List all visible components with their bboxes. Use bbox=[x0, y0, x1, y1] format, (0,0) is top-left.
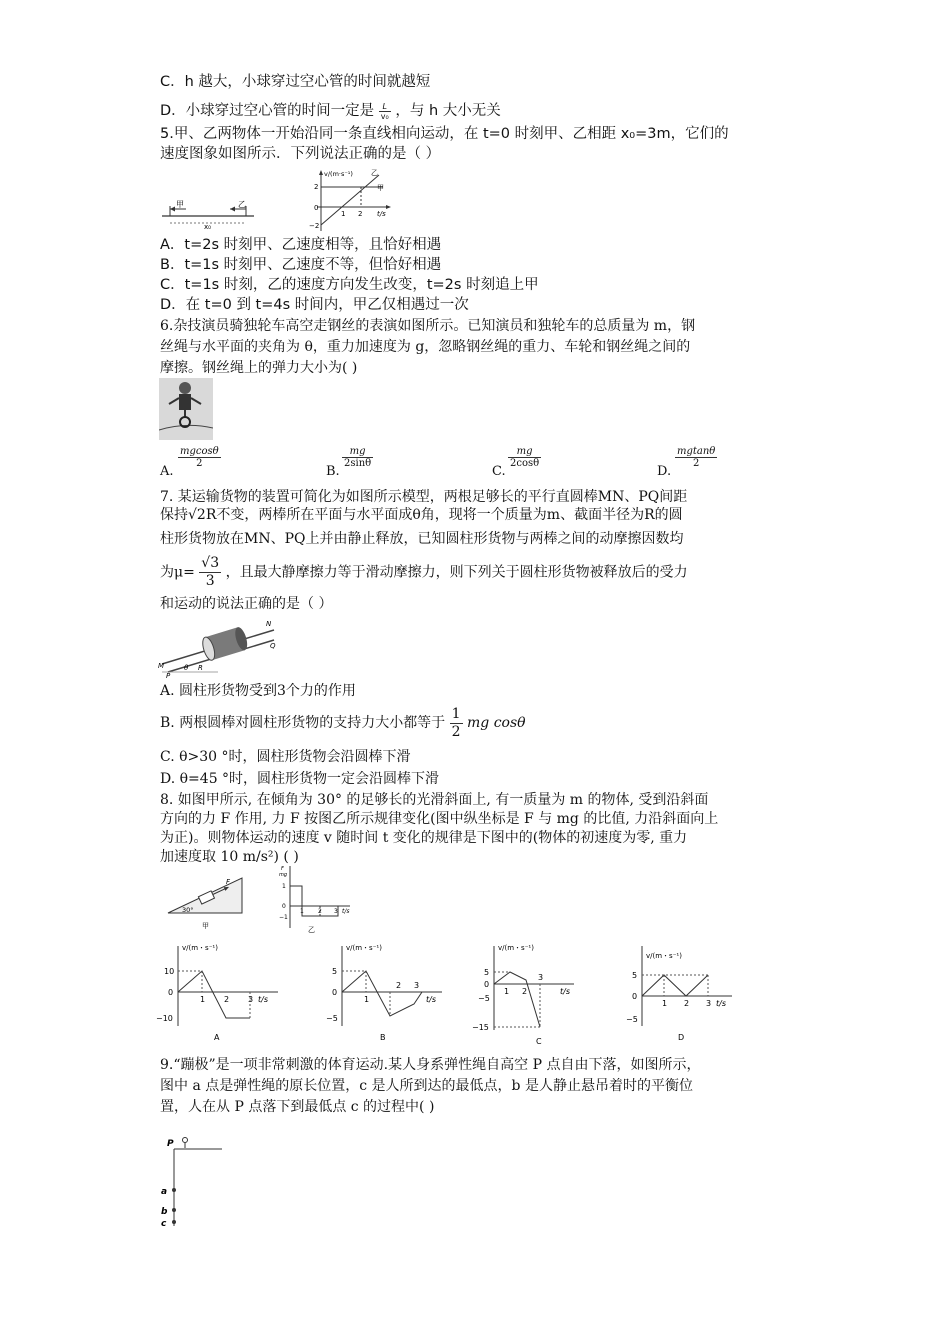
option-fraction bbox=[508, 446, 541, 469]
graph-label: D bbox=[678, 1033, 685, 1042]
y-tick-neg2: −2 bbox=[309, 222, 320, 230]
fraction-denominator: 2sinθ bbox=[344, 458, 372, 469]
label-q: Q bbox=[270, 642, 276, 650]
y-tick: −10 bbox=[156, 1014, 173, 1023]
jia-line-label: 甲 bbox=[377, 184, 384, 192]
point-c-label: c bbox=[161, 1219, 167, 1229]
y-tick-0: 0 bbox=[282, 903, 286, 910]
y-tick: 5 bbox=[332, 967, 338, 976]
y-axis-label: v/(m・s⁻¹) bbox=[182, 944, 218, 952]
y-tick-1: 1 bbox=[282, 883, 286, 890]
option-letter: C. bbox=[492, 464, 506, 479]
figure-yi-label: 乙 bbox=[308, 926, 315, 934]
q9-stem-line3: 置，人在从 P 点落下到最低点 c 的过程中( ) bbox=[160, 1099, 435, 1115]
graph-label: A bbox=[214, 1033, 220, 1042]
y-axis-label: v/(m・s⁻¹) bbox=[346, 944, 382, 952]
q5-option-b: B．t=1s 时刻甲、乙速度不等，但恰好相遇 bbox=[160, 257, 442, 273]
fraction-numerator: mg bbox=[342, 446, 373, 458]
x-axis-label: t/s bbox=[342, 908, 350, 915]
y-tick: 0 bbox=[332, 988, 338, 997]
x-tick: 2 bbox=[396, 981, 402, 990]
y-tick: 5 bbox=[484, 968, 490, 977]
q7-option-b bbox=[160, 703, 526, 743]
x-axis-label: t/s bbox=[377, 210, 386, 218]
l-over-v0-fraction bbox=[379, 102, 391, 121]
option-letter: A. bbox=[160, 464, 174, 479]
velocity-line bbox=[342, 971, 422, 1016]
angle-label: 30° bbox=[182, 906, 194, 914]
option-d-q4 bbox=[160, 101, 501, 121]
q5-stem-line2: 速度图象如图所示．下列说法正确的是（ ） bbox=[160, 146, 441, 162]
option-fraction bbox=[342, 446, 373, 469]
fraction-denominator: 2cosθ bbox=[510, 458, 540, 469]
x-tick: 3 bbox=[706, 999, 712, 1008]
option-fraction bbox=[675, 446, 717, 469]
q5-vt-graph bbox=[305, 167, 395, 235]
x-tick: 3 bbox=[538, 973, 544, 982]
yi-arrow-head bbox=[230, 207, 235, 212]
x-axis-label: t/s bbox=[716, 999, 726, 1008]
q8-vt-graph-d bbox=[622, 940, 752, 1044]
q7-rods-cylinder-figure bbox=[158, 614, 278, 678]
x-tick: 1 bbox=[364, 995, 370, 1004]
q7-stem-line4 bbox=[160, 555, 688, 590]
y-tick: 10 bbox=[164, 967, 175, 976]
q7-option-b-text: B. 两根圆棒对圆柱形货物的支持力大小都等于 bbox=[160, 715, 446, 731]
q8-vt-graph-c bbox=[470, 940, 600, 1048]
x-axis-label: t/s bbox=[426, 995, 436, 1004]
y-tick-2: 2 bbox=[314, 183, 319, 191]
cylinder-cargo bbox=[200, 626, 249, 662]
q7-line4-text: ，且最大静摩擦力等于滑动摩擦力，则下列关于圆柱形货物被释放后的受力 bbox=[225, 564, 688, 581]
x-tick: 1 bbox=[504, 987, 510, 996]
y-axis-label: v/(m·s⁻¹) bbox=[324, 170, 353, 178]
q5-option-d: D．在 t=0 到 t=4s 时间内，甲乙仅相遇过一次 bbox=[160, 297, 469, 313]
yi-line-label: 乙 bbox=[371, 169, 378, 177]
person-head bbox=[183, 1138, 188, 1143]
x-axis-label: t/s bbox=[258, 995, 268, 1004]
figure-jia-label: 甲 bbox=[202, 922, 209, 930]
x-tick: 3 bbox=[248, 995, 254, 1004]
force-label: F bbox=[226, 878, 231, 886]
y-tick: −5 bbox=[478, 994, 490, 1003]
half-fraction bbox=[450, 706, 463, 741]
yi-velocity-line bbox=[321, 175, 379, 225]
x0-label: x₀ bbox=[204, 223, 211, 230]
point-a bbox=[172, 1188, 176, 1192]
label-m: M bbox=[158, 662, 165, 670]
fraction-denominator: 3 bbox=[205, 573, 215, 589]
x-tick-2: 2 bbox=[358, 210, 363, 218]
velocity-line bbox=[642, 975, 708, 996]
q5-stem-line1: 5.甲、乙两物体一开始沿同一条直线相向运动，在 t=0 时刻甲、乙相距 x₀=3m，它们的 bbox=[160, 126, 729, 142]
x-axis-arrow bbox=[386, 205, 391, 209]
mu-fraction bbox=[199, 555, 221, 590]
x-axis-label: t/s bbox=[560, 987, 570, 996]
y-tick: 0 bbox=[168, 988, 174, 997]
option-fraction bbox=[178, 446, 221, 469]
q9-stem-line2: 图中 a 点是弹性绳的原长位置，c 是人所到达的最低点，b 是人静止悬吊着时的平衡位 bbox=[160, 1078, 693, 1094]
label-p: P bbox=[166, 672, 171, 678]
q7-option-b-formula: mg cosθ bbox=[467, 715, 526, 731]
q7-stem-line3: 柱形货物放在MN、PQ上并由静止释放，已知圆柱形货物与两棒之间的动摩擦因数均 bbox=[160, 531, 684, 547]
q8-stem-line1: 8. 如图甲所示, 在倾角为 30° 的足够长的光滑斜面上, 有一质量为 m 的物体, 受到沿斜面 bbox=[160, 792, 709, 808]
fraction-numerator: √3 bbox=[201, 555, 220, 571]
x-tick: 1 bbox=[662, 999, 668, 1008]
force-ratio-line bbox=[290, 886, 338, 916]
y-tick: −15 bbox=[472, 1023, 489, 1032]
q7-stem-line5: 和运动的说法正确的是（ ） bbox=[160, 596, 333, 612]
x-tick: 2 bbox=[224, 995, 230, 1004]
q5-position-figure bbox=[158, 196, 258, 230]
q8-force-ratio-graph-yi bbox=[276, 862, 356, 934]
y-axis-arrow bbox=[319, 170, 323, 175]
ratio-numerator: F bbox=[281, 866, 284, 872]
graph-label: B bbox=[380, 1033, 386, 1042]
q7-stem-line2: 保持√2R不变，两棒所在平面与水平面成θ角，现将一个质量为m、截面半径为R的圆 bbox=[160, 507, 683, 523]
x-tick: 2 bbox=[684, 999, 690, 1008]
x-tick: 3 bbox=[414, 981, 420, 990]
fraction-denominator: 2 bbox=[692, 458, 700, 469]
x-tick-2: 2 bbox=[318, 908, 322, 915]
y-axis-label: v/(m・s⁻¹) bbox=[646, 952, 682, 960]
q5-option-a: A．t=2s 时刻甲、乙速度相等，且恰好相遇 bbox=[160, 237, 442, 253]
point-a-label: a bbox=[161, 1187, 168, 1197]
option-d-text-a: D．小球穿过空心管的时间一定是 bbox=[160, 103, 375, 119]
q6-stem-line2: 丝绳与水平面的夹角为 θ，重力加速度为 g，忽略钢丝绳的重力、车轮和钢丝绳之间的 bbox=[160, 339, 691, 355]
q7-option-c: C. θ>30 °时，圆柱形货物会沿圆棒下滑 bbox=[160, 749, 411, 765]
option-letter: D. bbox=[657, 464, 672, 479]
option-d-text-b: ，与 h 大小无关 bbox=[395, 103, 501, 119]
fraction-denominator: 2 bbox=[451, 723, 461, 740]
ratio-denominator: mg bbox=[279, 872, 288, 878]
yi-label: 乙 bbox=[238, 200, 246, 209]
q7-stem-line1: 7. 某运输货物的装置可简化为如图所示模型，两根足够长的平行直圆棒MN、PQ间距 bbox=[160, 489, 688, 505]
q7-option-d: D. θ=45 °时，圆柱形货物一定会沿圆棒下滑 bbox=[160, 771, 440, 787]
q5-option-c: C．t=1s 时刻，乙的速度方向发生改变，t=2s 时刻追上甲 bbox=[160, 277, 539, 293]
graph-label: C bbox=[536, 1037, 542, 1046]
q9-stem-line1: 9.“蹦极”是一项非常刺激的体育运动.某人身系弹性绳自高空 P 点自由下落，如图所示， bbox=[160, 1057, 701, 1073]
y-tick: 0 bbox=[484, 980, 490, 989]
fraction-numerator: mg bbox=[508, 446, 541, 458]
x-tick-3: 3 bbox=[334, 908, 338, 915]
q8-vt-graph-a bbox=[156, 940, 286, 1044]
point-b-label: b bbox=[161, 1207, 168, 1217]
point-b bbox=[172, 1208, 176, 1212]
y-axis-label: v/(m・s⁻¹) bbox=[498, 944, 534, 952]
jia-arrow-head bbox=[170, 207, 175, 212]
y-tick: 0 bbox=[632, 992, 638, 1001]
fraction-denominator: v₀ bbox=[380, 111, 389, 121]
x-tick: 2 bbox=[522, 987, 528, 996]
x-tick-1: 1 bbox=[341, 210, 346, 218]
fraction-numerator: mgcosθ bbox=[180, 446, 219, 457]
y-tick-neg1: −1 bbox=[279, 914, 288, 921]
y-tick-0: 0 bbox=[314, 204, 319, 212]
fraction-numerator: L bbox=[379, 102, 391, 112]
label-n: N bbox=[266, 620, 272, 628]
q6-stem-line3: 摩擦。钢丝绳上的弹力大小为( ) bbox=[160, 360, 358, 376]
velocity-line bbox=[178, 971, 250, 1018]
y-tick: −5 bbox=[326, 1014, 338, 1023]
velocity-line bbox=[494, 972, 540, 1027]
q9-bungee-figure bbox=[158, 1134, 228, 1230]
option-c-q4: C．h 越大，小球穿过空心管的时间就越短 bbox=[160, 74, 431, 90]
mu-equals: 为μ= bbox=[160, 564, 195, 581]
performer-body bbox=[179, 394, 191, 410]
y-tick: −5 bbox=[626, 1015, 638, 1024]
jia-label: 甲 bbox=[176, 200, 184, 209]
q8-vt-graph-b bbox=[322, 940, 452, 1044]
option-letter: B. bbox=[326, 464, 340, 479]
fraction-numerator: mgtanθ bbox=[677, 446, 716, 457]
label-r: R bbox=[198, 664, 203, 672]
q8-stem-line4: 加速度取 10 m/s²) ( ) bbox=[160, 849, 299, 865]
q8-stem-line2: 方向的力 F 作用, 力 F 按图乙所示规律变化(图中纵坐标是 F 与 mg 的比值, 力沿斜面向上 bbox=[160, 811, 719, 827]
performer-head bbox=[179, 382, 191, 394]
q6-stem-line1: 6.杂技演员骑独轮车高空走钢丝的表演如图所示。已知演员和独轮车的总质量为 m，钢 bbox=[160, 318, 696, 334]
point-p-label: P bbox=[167, 1139, 174, 1149]
x-tick: 1 bbox=[200, 995, 206, 1004]
y-tick: 5 bbox=[632, 971, 638, 980]
label-theta: θ bbox=[184, 664, 189, 672]
q7-option-a: A. 圆柱形货物受到3个力的作用 bbox=[160, 683, 356, 699]
x-tick-1: 1 bbox=[300, 908, 304, 915]
q8-stem-line3: 为正)。则物体运动的速度 v 随时间 t 变化的规律是下图中的(物体的初速度为零, 重力 bbox=[160, 830, 688, 846]
fraction-denominator: 2 bbox=[196, 458, 203, 469]
fraction-numerator: 1 bbox=[451, 705, 461, 722]
point-c bbox=[172, 1220, 176, 1224]
unicyclist-photo bbox=[159, 378, 213, 440]
q8-incline-figure-jia bbox=[160, 870, 252, 932]
